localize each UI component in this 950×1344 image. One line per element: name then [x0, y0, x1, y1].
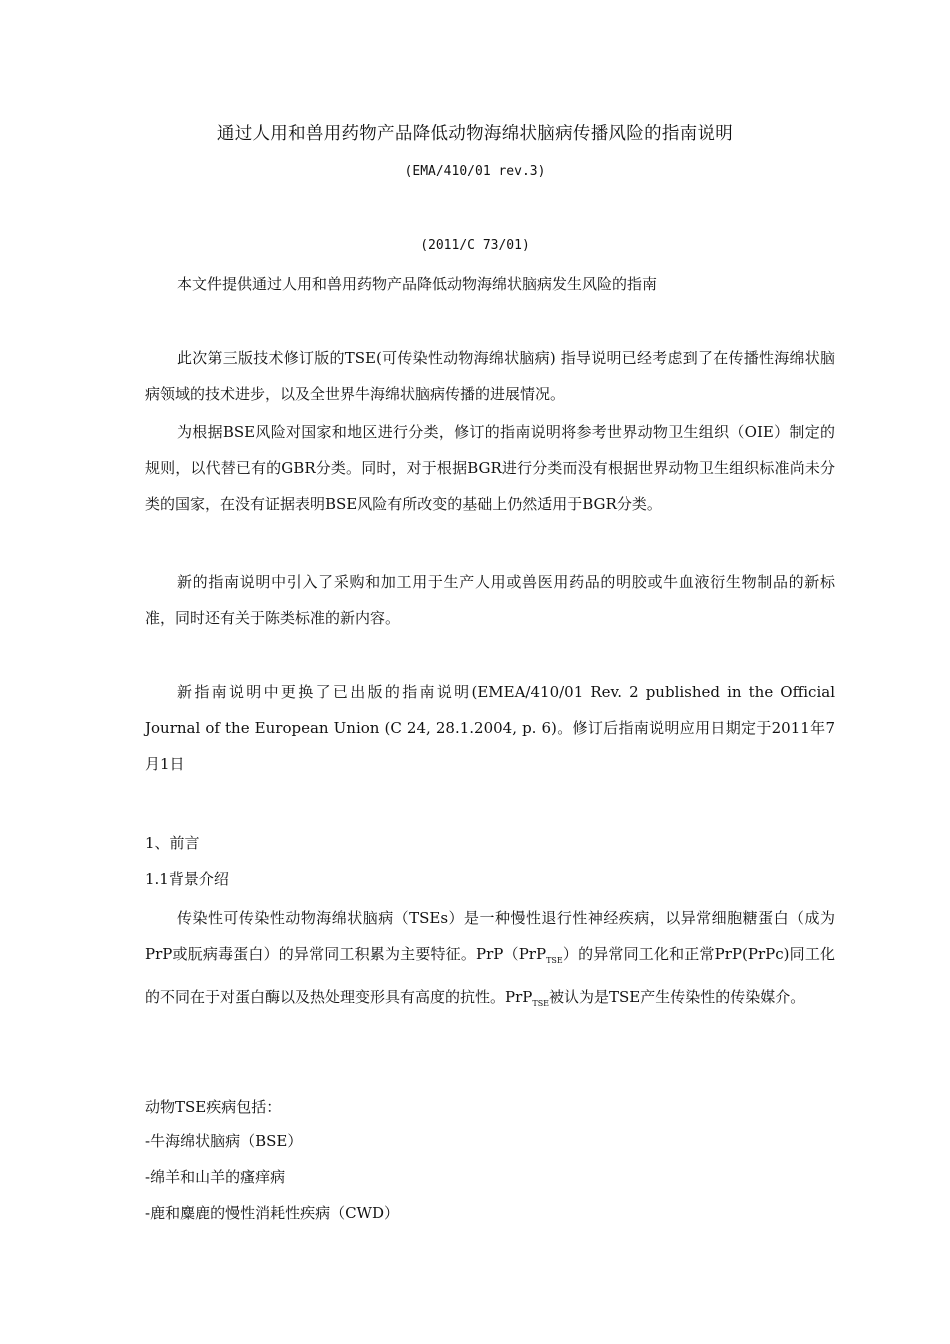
intro-paragraph: 本文件提供通过人用和兽用药物产品降低动物海绵状脑病发生风险的指南 [177, 275, 658, 293]
document-code: (EMA/410/01 rev.3) [404, 164, 546, 179]
paragraph-background [145, 900, 835, 1022]
journal-reference: (2011/C 73/01) [420, 238, 530, 253]
subscript-tse-1: TSE [546, 956, 563, 965]
list-item: -鹿和麋鹿的慢性消耗性疾病（CWD） [145, 1204, 399, 1222]
paragraph-revision: 此次第三版技术修订版的TSE(可传染性动物海绵状脑病) 指导说明已经考虑到了在传播性海绵状脑病领域的技术进步，以及全世界牛海绵状脑病传播的进展情况。 [145, 349, 835, 403]
background-text-3: 被认为是TSE产生传染性的传染媒介。 [549, 988, 806, 1006]
section-heading-1-1: 1.1背景介绍 [145, 870, 229, 888]
animal-list-intro: 动物TSE疾病包括： [145, 1098, 282, 1116]
background-text-2: ）的异常同工化和正常PrP(PrPc)同工化的不同在于对蛋白酶以及热处理变形具有高度的抗性。PrP [145, 945, 835, 1006]
list-item: -绵羊和山羊的瘙痒病 [145, 1168, 286, 1186]
subscript-tse-2: TSE [532, 999, 550, 1008]
paragraph-classification: 为根据BSE风险对国家和地区进行分类，修订的指南说明将参考世界动物卫生组织（OIE）制定的规则，以代替已有的GBR分类。同时，对于根据BGR进行分类而没有根据世界动物卫生组织标准尚未分类的国家，在没有证据表明BSE风险有所改变的基础上仍然适用于BGR分类。 [145, 423, 835, 513]
background-text-1: 传染性可传染性动物海绵状脑病（TSEs）是一种慢性退行性神经疾病，以异常细胞糖蛋白（成为PrP或朊病毒蛋白）的异常同工积累为主要特征。PrP（PrP [145, 909, 835, 963]
section-heading-1: 1、前言 [145, 834, 200, 852]
paragraph-new-criteria: 新的指南说明中引入了采购和加工用于生产人用或兽医用药品的明胶或牛血液衍生物制品的新标准，同时还有关于陈类标准的新内容。 [145, 573, 835, 627]
list-item: -牛海绵状脑病（BSE） [145, 1132, 303, 1150]
document-title: 通过人用和兽用药物产品降低动物海绵状脑病传播风险的指南说明 [216, 124, 734, 144]
paragraph-replacement: 新指南说明中更换了已出版的指南说明(EMEA/410/01 Rev. 2 published in the Official Journal of the European Union (C 24, 28.1.2004, p. 6)。修订后指南说明应用日期定于2011年7月1日 [145, 683, 835, 773]
